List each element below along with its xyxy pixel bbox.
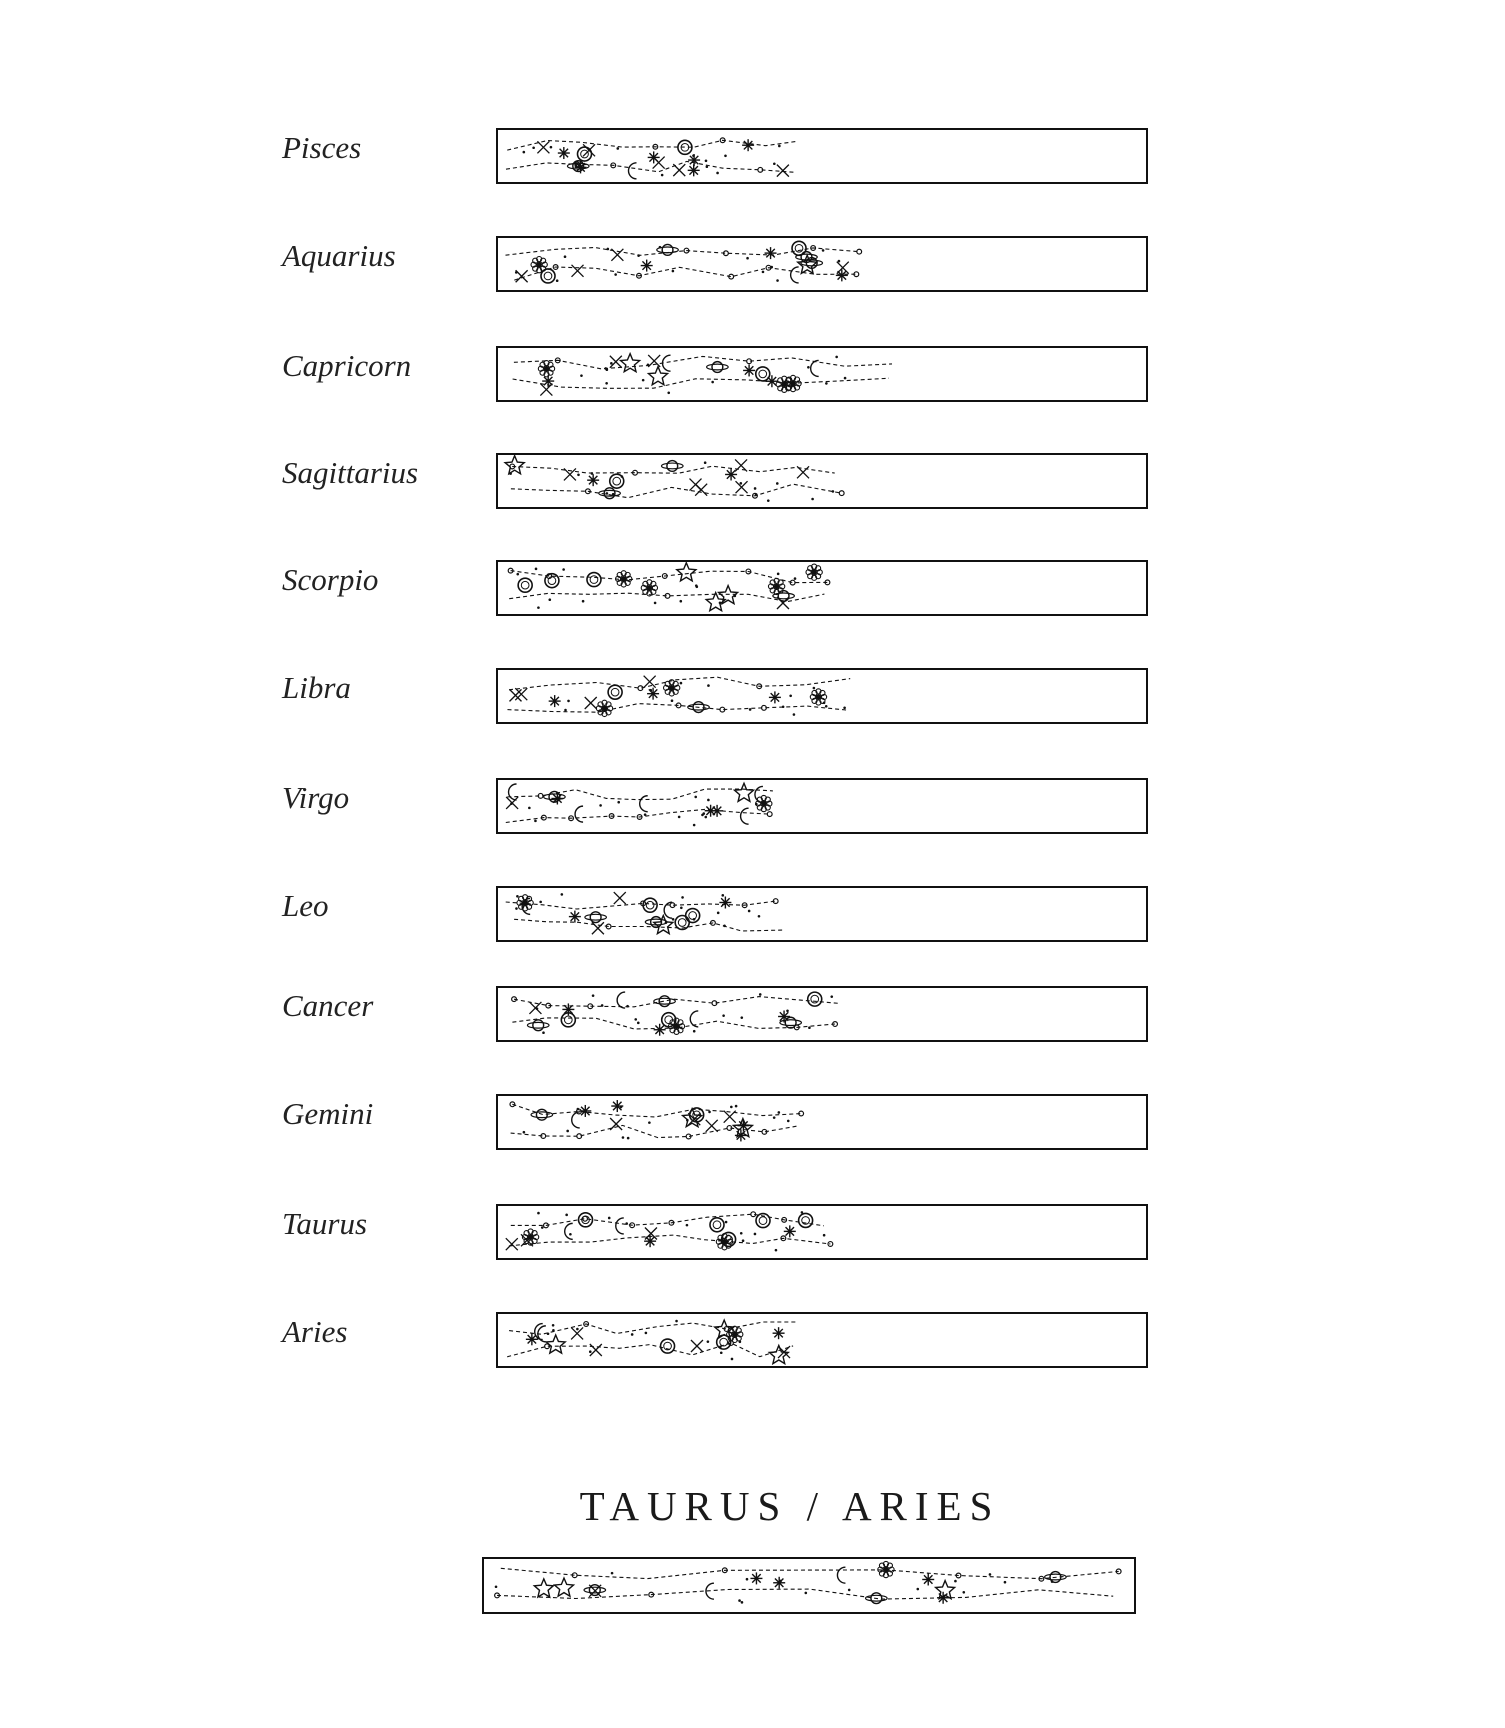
constellation-art <box>498 1206 1146 1258</box>
constellation-band[interactable] <box>496 668 1148 724</box>
sign-label: Gemini <box>282 1096 374 1131</box>
sign-label: Libra <box>282 670 351 705</box>
constellation-band[interactable] <box>496 453 1148 509</box>
sign-row-aries[interactable] <box>0 1312 1505 1382</box>
constellation-art <box>498 562 1146 614</box>
sign-row-scorpio[interactable] <box>0 560 1505 630</box>
constellation-band[interactable] <box>496 1204 1148 1260</box>
sign-row-sagittarius[interactable] <box>0 453 1505 523</box>
constellation-band[interactable] <box>496 1312 1148 1368</box>
combo-constellation-band[interactable] <box>482 1557 1136 1614</box>
constellation-art <box>498 670 1146 722</box>
constellation-art <box>498 988 1146 1040</box>
constellation-band[interactable] <box>496 886 1148 942</box>
sign-label: Virgo <box>282 780 350 815</box>
sign-label: Leo <box>282 888 329 923</box>
constellation-art <box>498 888 1146 940</box>
sign-label: Pisces <box>282 130 362 165</box>
sign-row-aquarius[interactable] <box>0 236 1505 306</box>
constellation-band[interactable] <box>496 346 1148 402</box>
constellation-band[interactable] <box>496 1094 1148 1150</box>
constellation-art <box>498 238 1146 290</box>
sign-label: Capricorn <box>282 348 412 383</box>
constellation-art <box>498 455 1146 507</box>
sign-row-virgo[interactable] <box>0 778 1505 848</box>
sign-label: Taurus <box>282 1206 368 1241</box>
sign-label: Cancer <box>282 988 374 1023</box>
sign-row-cancer[interactable] <box>0 986 1505 1056</box>
sign-row-gemini[interactable] <box>0 1094 1505 1164</box>
constellation-art <box>498 1096 1146 1148</box>
sign-row-leo[interactable] <box>0 886 1505 956</box>
constellation-art <box>498 130 1146 182</box>
constellation-art <box>498 780 1146 832</box>
sign-label: Aries <box>282 1314 348 1349</box>
constellation-art <box>498 1314 1146 1366</box>
sign-row-taurus[interactable] <box>0 1204 1505 1274</box>
constellation-art <box>484 1559 1134 1612</box>
sign-label: Sagittarius <box>282 455 419 490</box>
constellation-band[interactable] <box>496 236 1148 292</box>
constellation-art <box>498 348 1146 400</box>
sign-row-capricorn[interactable] <box>0 346 1505 416</box>
constellation-band[interactable] <box>496 560 1148 616</box>
combo-title: TAURUS / ARIES <box>579 1483 1001 1529</box>
constellation-band[interactable] <box>496 986 1148 1042</box>
constellation-band[interactable] <box>496 778 1148 834</box>
sign-label: Aquarius <box>282 238 396 273</box>
constellation-band[interactable] <box>496 128 1148 184</box>
sign-row-libra[interactable] <box>0 668 1505 738</box>
sign-row-pisces[interactable] <box>0 128 1505 198</box>
sign-label: Scorpio <box>282 562 379 597</box>
